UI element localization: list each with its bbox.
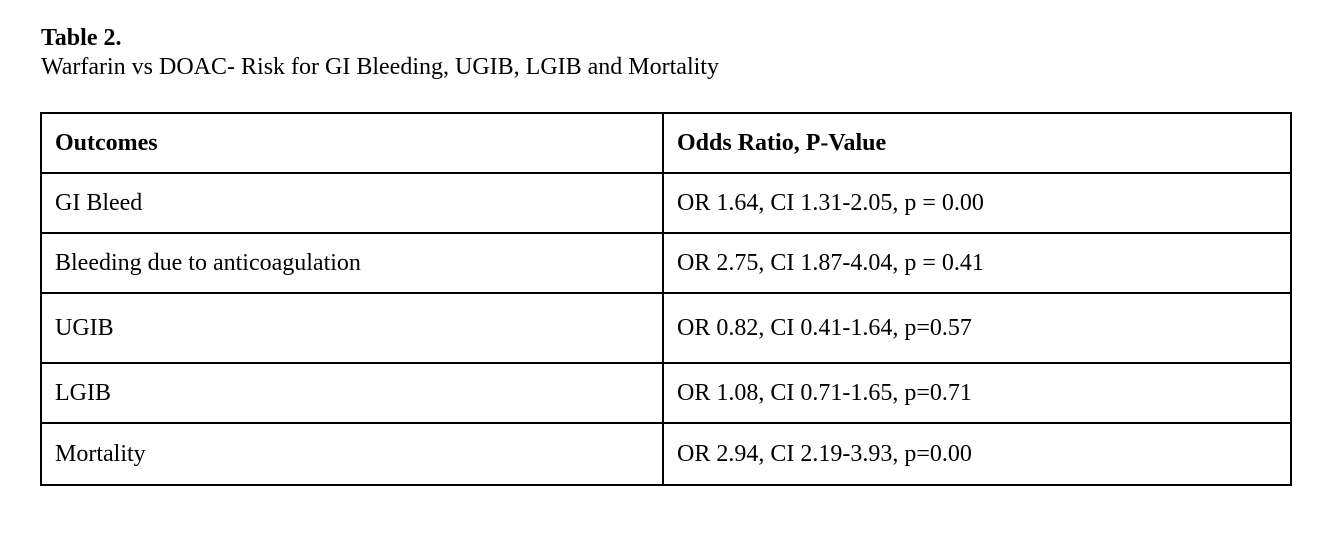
odds-ratio-cell: OR 1.64, CI 1.31-2.05, p = 0.00 [663,173,1291,233]
outcome-cell: Bleeding due to anticoagulation [41,233,663,293]
table-row [41,293,1291,363]
results-table [40,112,1292,486]
table-caption: Warfarin vs DOAC- Risk for GI Bleeding, UGIB, LGIB and Mortality [41,54,719,80]
outcome-cell: LGIB [41,363,663,423]
outcome-cell: UGIB [41,293,663,363]
table-row [41,233,1291,293]
table-row [41,363,1291,423]
odds-ratio-cell: OR 2.94, CI 2.19-3.93, p=0.00 [663,423,1291,485]
table-row [41,173,1291,233]
table-heading [41,24,719,82]
column-header-odds-ratio: Odds Ratio, P-Value [663,113,1291,173]
table-row [41,423,1291,485]
table-label: Table 2. [41,25,122,51]
outcome-cell: Mortality [41,423,663,485]
column-header-outcomes: Outcomes [41,113,663,173]
table-header-row [41,113,1291,173]
odds-ratio-cell: OR 0.82, CI 0.41-1.64, p=0.57 [663,293,1291,363]
outcome-cell: GI Bleed [41,173,663,233]
odds-ratio-cell: OR 2.75, CI 1.87-4.04, p = 0.41 [663,233,1291,293]
odds-ratio-cell: OR 1.08, CI 0.71-1.65, p=0.71 [663,363,1291,423]
